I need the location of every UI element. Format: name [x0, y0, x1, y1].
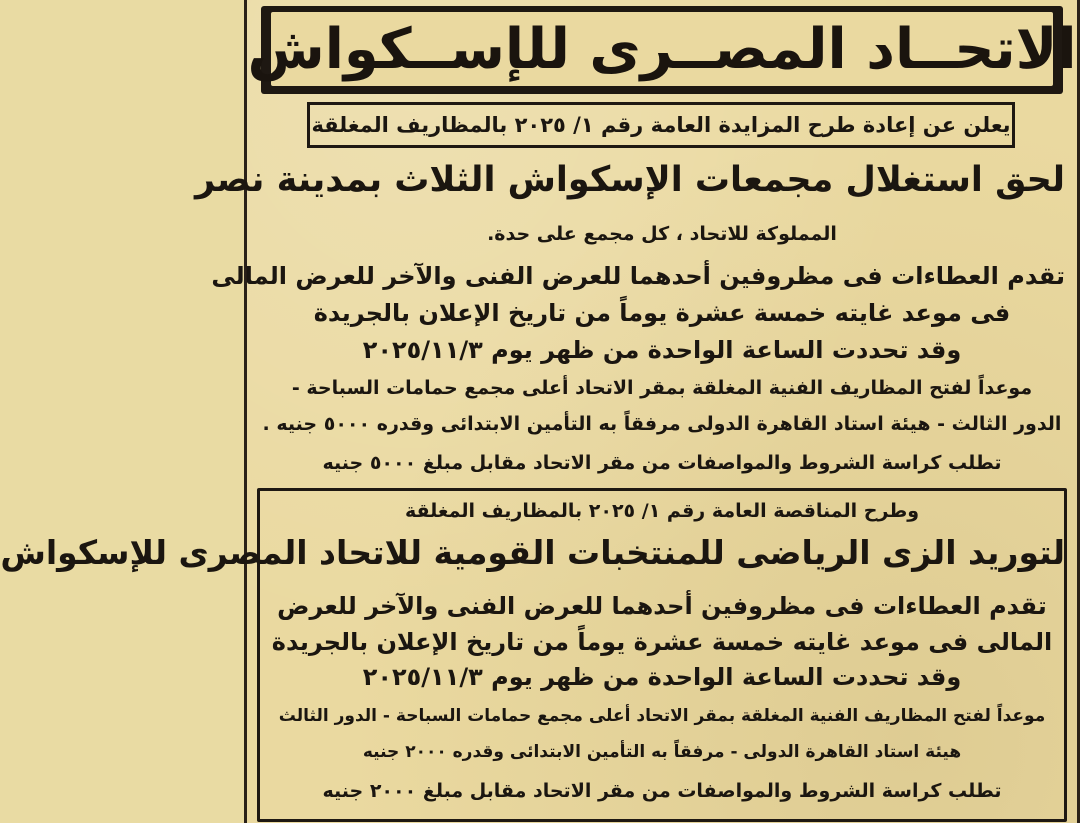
title-banner [247, 6, 1077, 94]
section1-line4: موعداً لفتح المظاريف الفنية المغلقة بمقر الاتحاد أعلى مجمع حمامات السباحة - [291, 377, 1033, 399]
section2-intro: وطرح المناقصة العامة رقم ١/ ٢٠٢٥ بالمظاريف المغلقة [404, 500, 920, 522]
section1-heading: لحق استغلال مجمعات الإسكواش الثلاث بمدينة نصر [195, 160, 1065, 200]
section2-line2: المالى فى موعد غايته خمسة عشرة يوماً من تاريخ الإعلان بالجريدة [271, 628, 1053, 656]
section1-line1: تقدم العطاءات فى مظروفين أحدهما للعرض الفنى والآخر للعرض المالى [211, 262, 1065, 290]
section2-line6: تطلب كراسة الشروط والمواصفات من مقر الاتحاد مقابل مبلغ ٢٠٠٠ جنيه [322, 780, 1002, 802]
section2-line3: وقد تحددت الساعة الواحدة من ظهر يوم ٢٠٢٥/١١/٣ [362, 663, 962, 691]
section2-line1: تقدم العطاءات فى مظروفين أحدهما للعرض الفنى والآخر للعرض [277, 592, 1047, 620]
section1-owned: المملوكة للاتحاد ، كل مجمع على حدة. [487, 223, 837, 245]
section1-line3: وقد تحددت الساعة الواحدة من ظهر يوم ٢٠٢٥/١١/٣ [362, 336, 962, 364]
section2-line5: هيئة استاد القاهرة الدولى - مرفقاً به التأمين الابتدائى وقدره ٢٠٠٠ جنيه [362, 742, 962, 762]
announcement-box: يعلن عن إعادة طرح المزايدة العامة رقم ١/ ٢٠٢٥ بالمظاريف المغلقة [307, 102, 1015, 148]
section1-line2: فى موعد غايته خمسة عشرة يوماً من تاريخ الإعلان بالجريدة [313, 299, 1011, 327]
section2-heading: لتوريد الزى الرياضى للمنتخبات القومية للاتحاد المصرى للإسكواش [0, 533, 1065, 572]
section1-line6: تطلب كراسة الشروط والمواصفات من مقر الاتحاد مقابل مبلغ ٥٠٠٠ جنيه [322, 452, 1002, 474]
section1-line5: الدور الثالث - هيئة استاد القاهرة الدولى مرفقاً به التأمين الابتدائى وقدره ٥٠٠٠ جنيه . [262, 413, 1062, 435]
page-title: الاتحــاد المصــرى للإســكواش [271, 12, 1053, 86]
section2-line4: موعداً لفتح المظاريف الفنية المغلقة بمقر الاتحاد أعلى مجمع حمامات السباحة - الدور الثالث [278, 706, 1046, 726]
